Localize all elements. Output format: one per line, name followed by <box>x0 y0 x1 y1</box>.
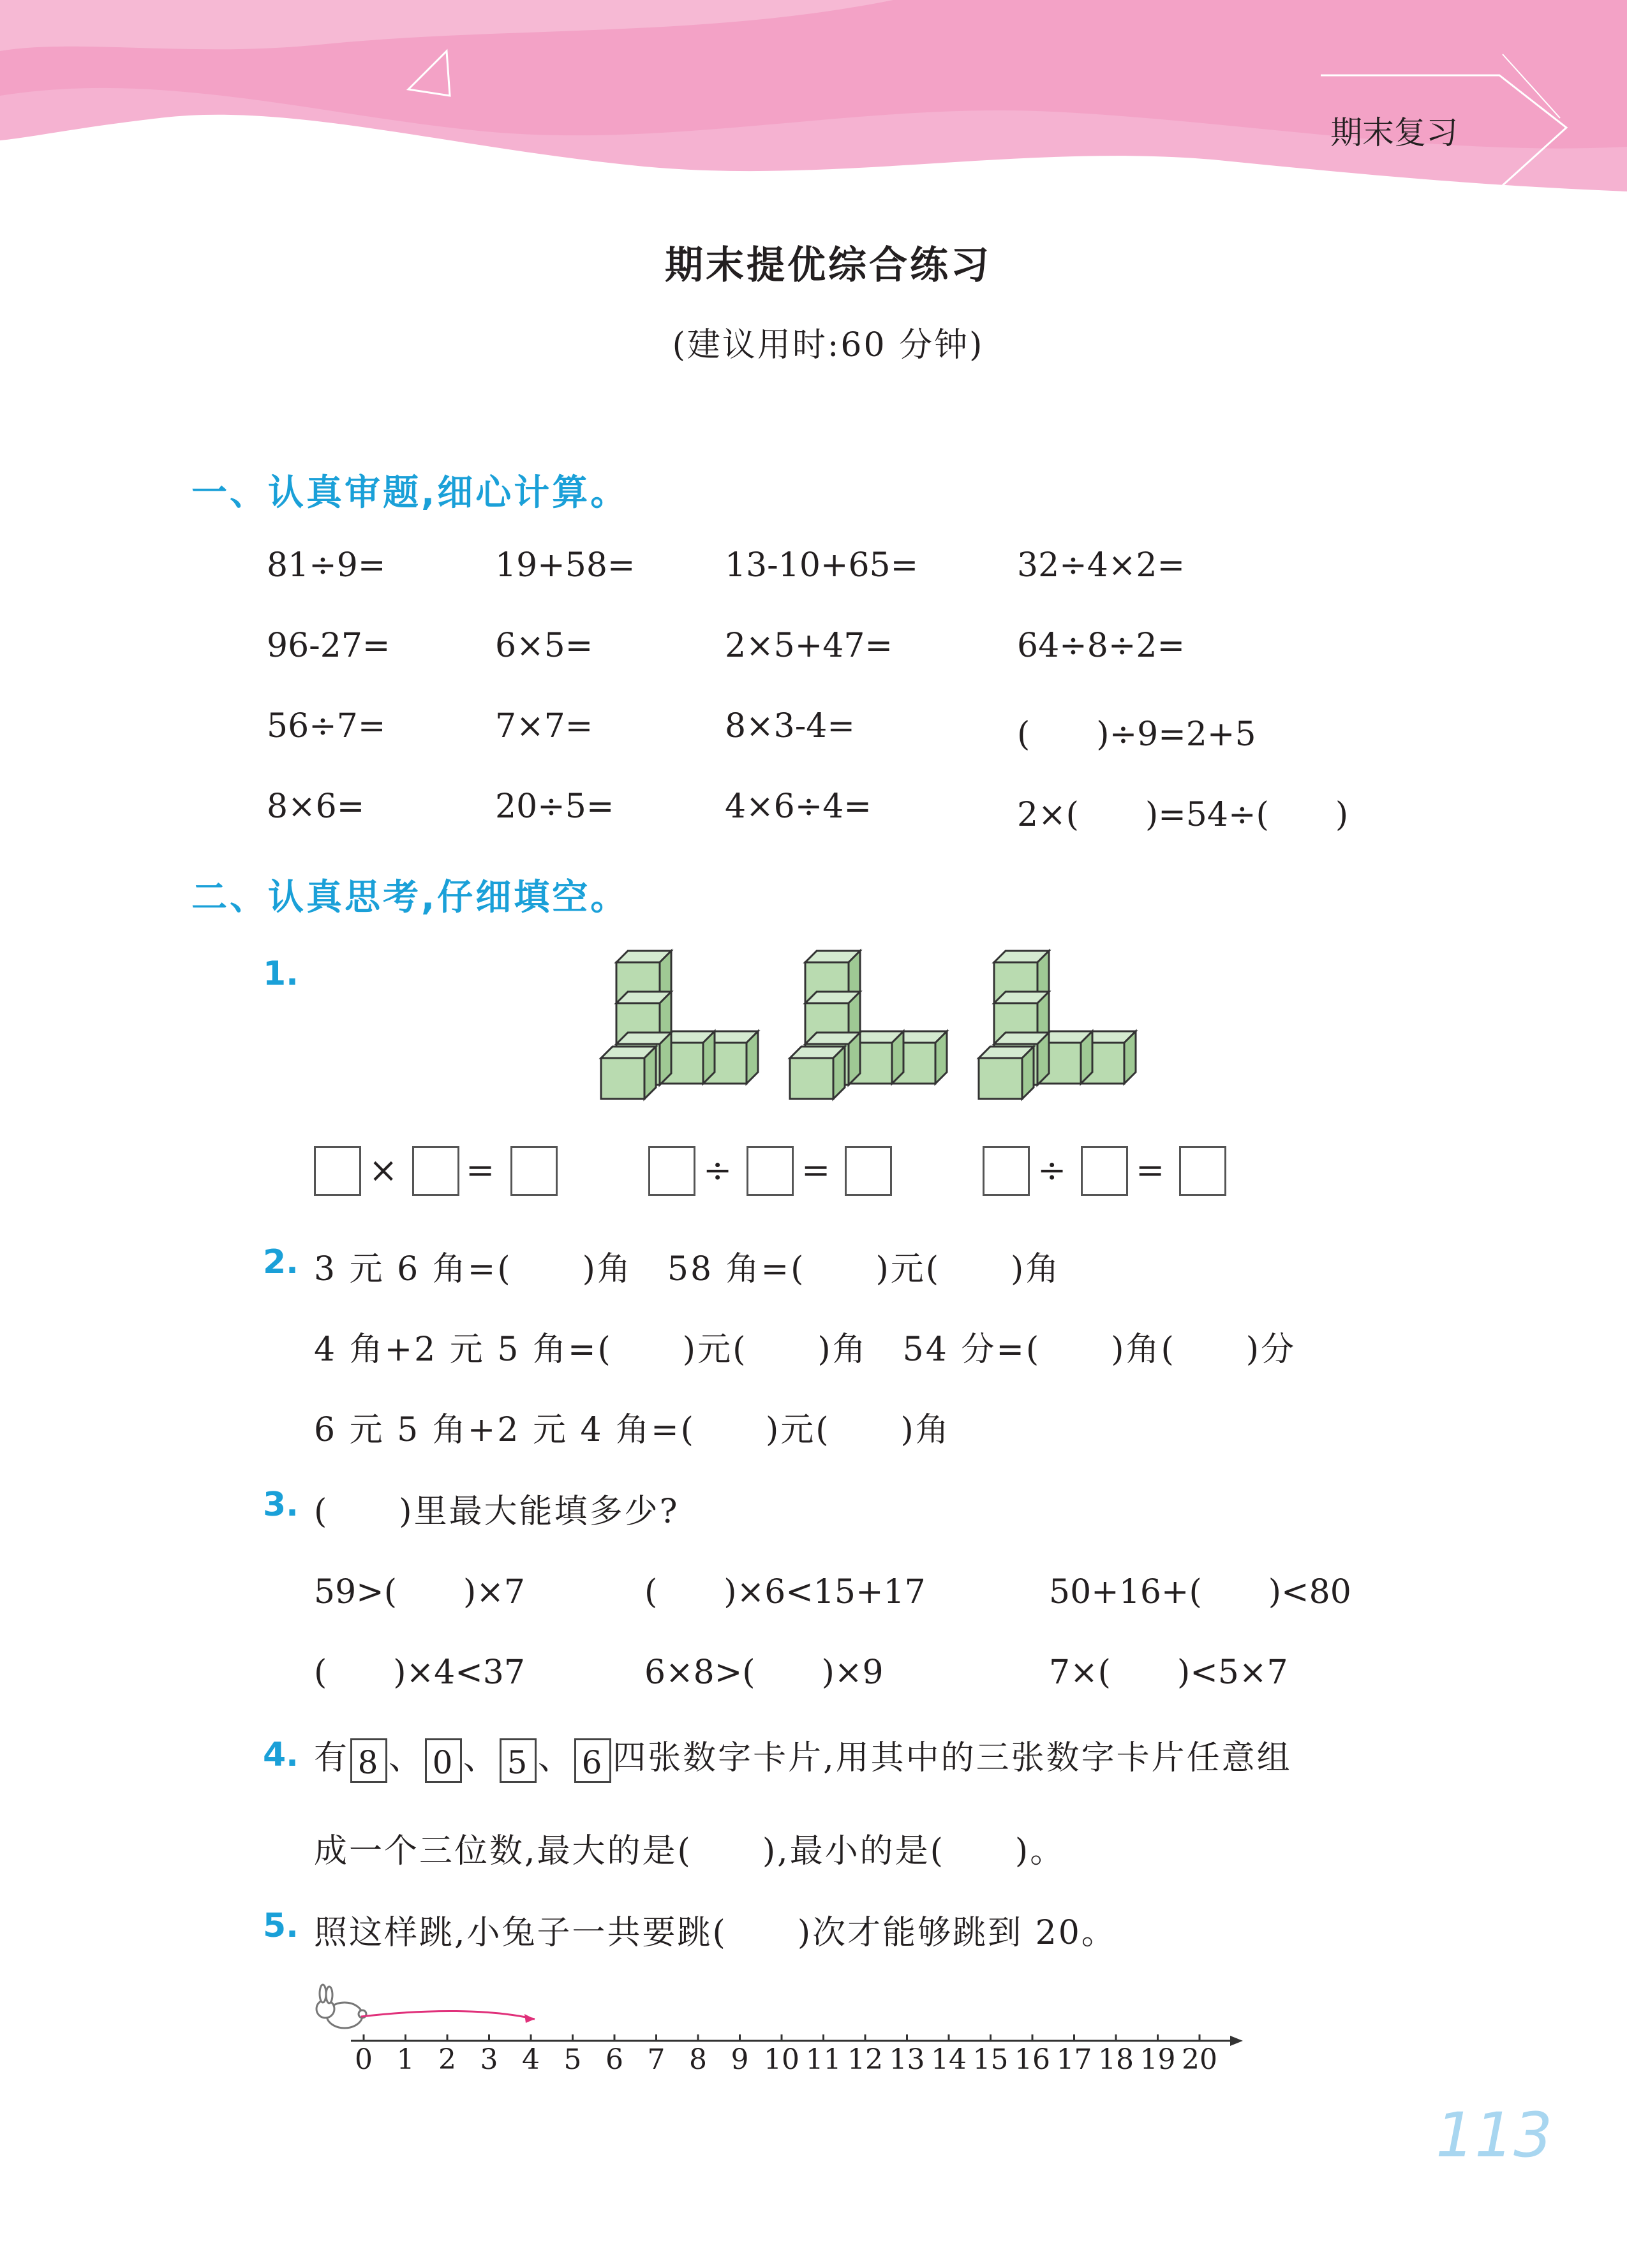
answer-box[interactable] <box>412 1146 459 1196</box>
tick-label: 20 <box>1182 2043 1217 2076</box>
number-card: 8 <box>350 1738 387 1783</box>
separator: 、 <box>389 1739 424 1777</box>
answer-box[interactable] <box>314 1146 361 1196</box>
section-2-heading: 二、认真思考,仔细填空。 <box>191 877 629 918</box>
tick-label: 7 <box>647 2043 665 2076</box>
calc-item: 96-27= <box>267 627 390 665</box>
question-2-line: 3 元 6 角=( )角 58 角=( )元( )角 <box>314 1250 1061 1288</box>
calc-item: 8×6= <box>267 787 365 826</box>
answer-box[interactable] <box>1081 1146 1128 1196</box>
calc-item: 13-10+65= <box>725 546 919 585</box>
tick-label: 6 <box>605 2043 623 2076</box>
calc-item: 8×3-4= <box>725 707 855 745</box>
calc-item: 2×5+47= <box>725 627 893 665</box>
cube-figure-2 <box>790 951 947 1099</box>
tick-label: 18 <box>1098 2043 1134 2076</box>
calc-item: 56÷7= <box>267 707 386 745</box>
question-2-line: 4 角+2 元 5 角=( )元( )角 54 分=( )角( )分 <box>314 1331 1296 1369</box>
tick-label: 9 <box>731 2043 749 2076</box>
calc-item: 20÷5= <box>495 787 614 826</box>
inequality-item: ( )×4<37 <box>314 1653 525 1692</box>
question-5-text: 照这样跳,小兔子一共要跳( )次才能够跳到 20。 <box>314 1914 1117 1952</box>
inequality-item: 7×( )<5×7 <box>1049 1653 1288 1692</box>
answer-box[interactable] <box>983 1146 1030 1196</box>
page-number: 113 <box>1436 2100 1553 2171</box>
tick-label: 5 <box>563 2043 582 2076</box>
question-3-prompt: ( )里最大能填多少? <box>314 1493 680 1531</box>
tick-label: 12 <box>847 2043 883 2076</box>
operator-sign: = <box>466 1150 495 1190</box>
inequality-item: 50+16+( )<80 <box>1049 1573 1351 1611</box>
question-4-number: 4. <box>263 1736 299 1774</box>
header-tag: 期末复习 <box>1330 114 1458 151</box>
calc-item: 4×6÷4= <box>725 787 872 826</box>
number-card: 5 <box>500 1738 537 1783</box>
inequality-item: 6×8>( )×9 <box>644 1653 884 1692</box>
number-line <box>300 1972 1257 2100</box>
answer-box[interactable] <box>510 1146 558 1196</box>
operator-sign: = <box>1136 1150 1165 1190</box>
answer-box[interactable] <box>1179 1146 1226 1196</box>
section-1-heading: 一、认真审题,细心计算。 <box>191 472 629 514</box>
separator: 、 <box>463 1739 499 1777</box>
tick-label: 1 <box>396 2043 415 2076</box>
tick-label: 3 <box>480 2043 498 2076</box>
inequality-item: ( )×6<15+17 <box>644 1573 926 1611</box>
page-title: 期末提优综合练习 <box>665 243 992 288</box>
tick-label: 16 <box>1014 2043 1050 2076</box>
tick-label: 2 <box>438 2043 456 2076</box>
calc-item: 7×7= <box>495 707 593 745</box>
answer-box[interactable] <box>747 1146 794 1196</box>
question-2-number: 2. <box>263 1243 299 1281</box>
calc-item: 32÷4×2= <box>1017 546 1185 585</box>
answer-box[interactable] <box>648 1146 695 1196</box>
operator-sign: = <box>801 1150 831 1190</box>
tick-label: 8 <box>689 2043 707 2076</box>
operator-sign: ÷ <box>703 1150 732 1190</box>
calc-item: 2×( )=54÷( ) <box>1017 796 1349 834</box>
tick-label: 13 <box>889 2043 925 2076</box>
tick-label: 17 <box>1056 2043 1092 2076</box>
tick-label: 14 <box>931 2043 967 2076</box>
separator: 、 <box>538 1739 574 1777</box>
cube-figure-1 <box>601 951 758 1099</box>
question-1-number: 1. <box>263 955 299 993</box>
question-2-line: 6 元 5 角+2 元 4 角=( )元( )角 <box>314 1411 951 1449</box>
answer-box[interactable] <box>845 1146 892 1196</box>
question-4-pre: 有 <box>314 1739 350 1777</box>
header-decoration <box>0 0 1627 204</box>
question-4-post: 四张数字卡片,用其中的三张数字卡片任意组 <box>613 1739 1292 1777</box>
tick-label: 10 <box>764 2043 799 2076</box>
cube-figures <box>593 944 1155 1110</box>
tick-label: 19 <box>1140 2043 1176 2076</box>
number-card: 6 <box>574 1738 611 1783</box>
calc-item: 6×5= <box>495 627 593 665</box>
jump-arrow <box>361 2011 535 2019</box>
cube-figure-3 <box>979 951 1136 1099</box>
inequality-item: 59>( )×7 <box>314 1573 525 1611</box>
page-subtitle: (建议用时:60 分钟) <box>672 326 984 364</box>
question-5-number: 5. <box>263 1907 299 1945</box>
tick-label: 4 <box>522 2043 540 2076</box>
operator-sign: ÷ <box>1037 1150 1067 1190</box>
number-card: 0 <box>425 1738 462 1783</box>
tick-label: 11 <box>805 2043 842 2076</box>
calc-item: 19+58= <box>495 546 635 585</box>
operator-sign: × <box>369 1150 398 1190</box>
question-4-line-1 <box>314 1731 1292 1783</box>
rabbit-icon <box>316 1985 366 2028</box>
calc-item: ( )÷9=2+5 <box>1017 715 1256 754</box>
calc-item: 81÷9= <box>267 546 386 585</box>
calc-item: 64÷8÷2= <box>1017 627 1185 665</box>
tick-label: 0 <box>355 2043 373 2076</box>
question-3-number: 3. <box>263 1486 299 1524</box>
tick-label: 15 <box>972 2043 1009 2076</box>
question-4-line-2: 成一个三位数,最大的是( ),最小的是( )。 <box>314 1832 1066 1870</box>
